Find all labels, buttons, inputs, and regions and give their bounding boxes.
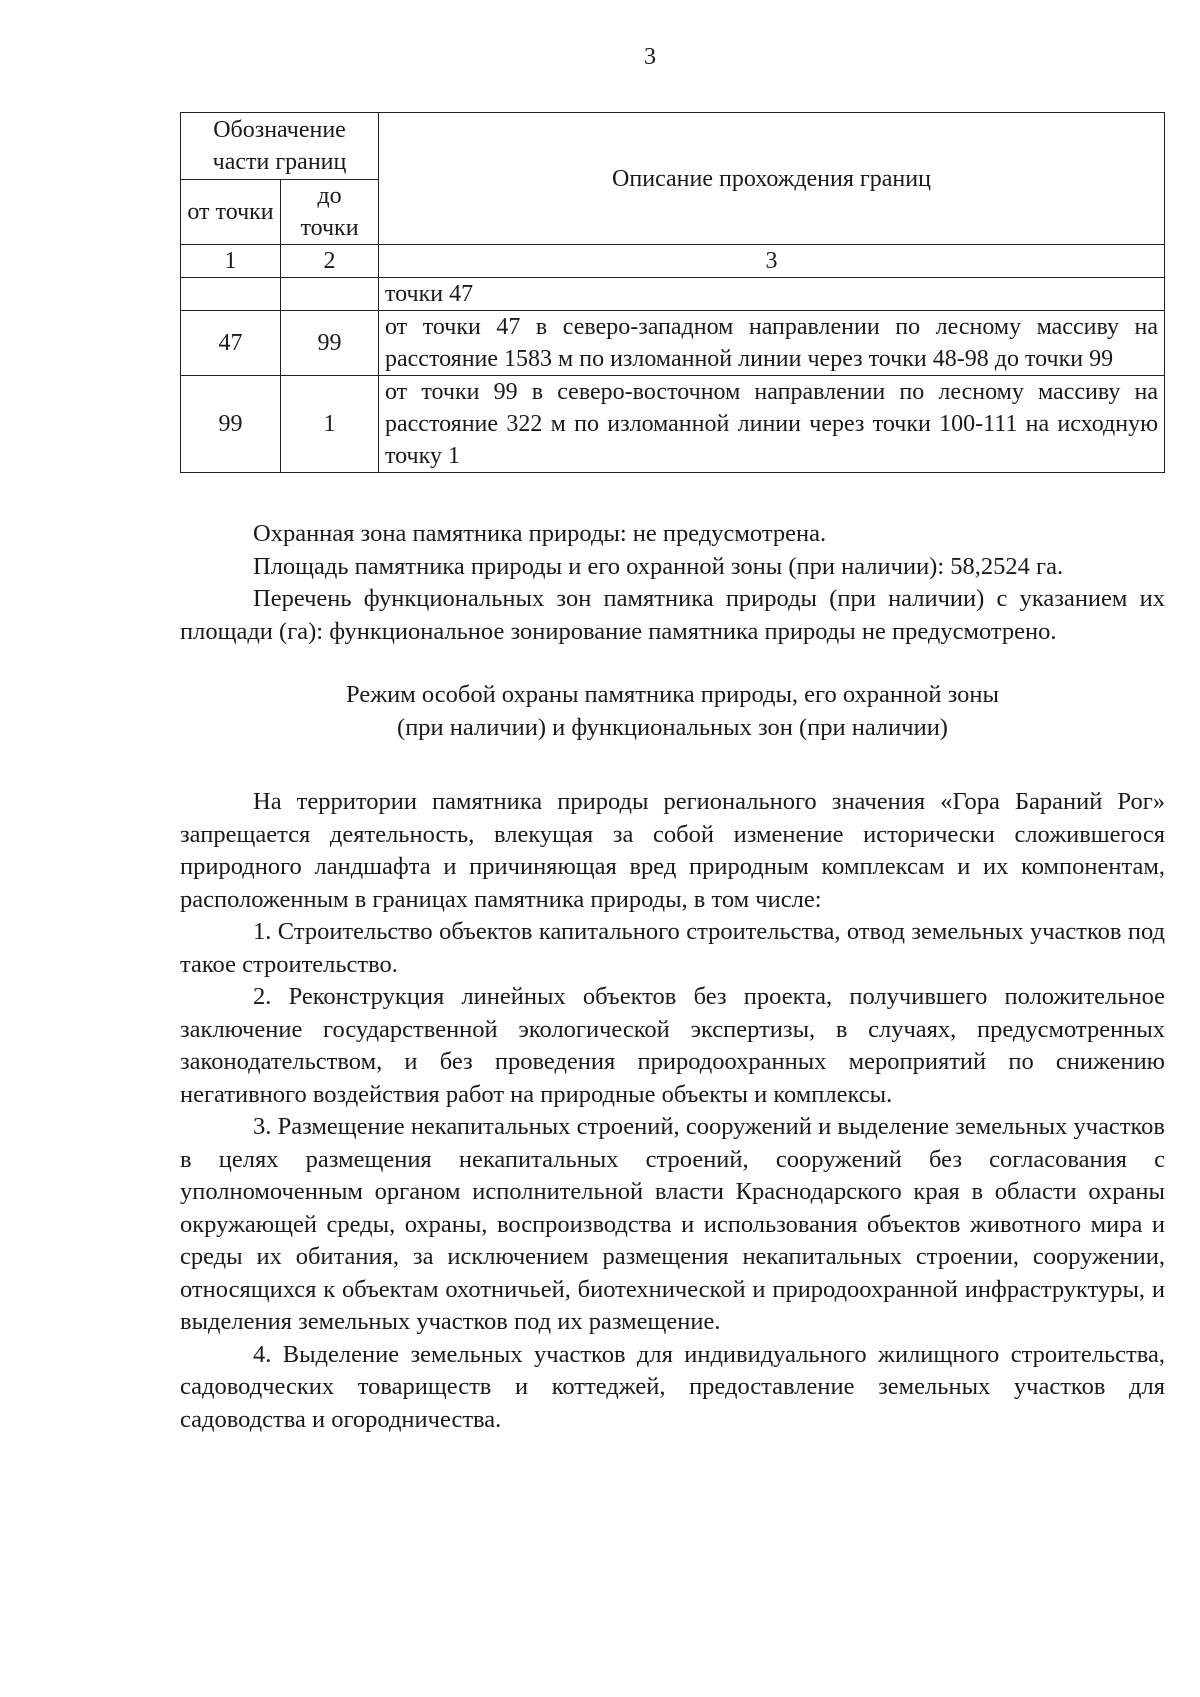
- list-item: 4. Выделение земельных участков для индивидуального жилищного строительства, садоводческих товариществ и коттеджей, предоставление земельных участков для садоводства и огородничества.: [180, 1340, 1165, 1433]
- column-number: 3: [379, 245, 1165, 278]
- from-point-cell: 99: [181, 376, 281, 473]
- paragraph-area: Площадь памятника природы и его охранной зоны (при наличии): 58,2524 га.: [253, 552, 1064, 580]
- header-boundary-part: Обозначение части границ: [181, 113, 379, 180]
- column-number: 2: [281, 245, 379, 278]
- table-row: [181, 311, 1165, 376]
- description-cell: точки 47: [379, 278, 1165, 311]
- paragraph-intro: На территории памятника природы регионального значения «Гора Бараний Рог» запрещается деятельность, влекущая за собой изменение исторически сложившегося природного ландшафта и причиняющая вред природным комплексам и их компонентам, расположенным в границах памятника природы, в том числе:: [180, 788, 1165, 913]
- table-row: [181, 278, 1165, 311]
- list-item: 1. Строительство объектов капитального строительства, отвод земельных участков под такое строительство.: [180, 918, 1165, 978]
- section-title: [180, 678, 1165, 744]
- paragraph-functional-zones: Перечень функциональных зон памятника природы (при наличии) с указанием их площади (га): функциональное зонирование памятника природы не предусмотрено.: [180, 585, 1165, 645]
- paragraph-security-zone: Охранная зона памятника природы: не предусмотрена.: [253, 520, 827, 547]
- header-to-point: до точки: [281, 180, 379, 245]
- list-item: 2. Реконструкция линейных объектов без проекта, получившего положительное заключение государственной экологической экспертизы, в случаях, предусмотренных законодательством, и без проведения природоохранных мероприятий по снижению негативного воздействия работ на природные объекты и комплексы.: [180, 983, 1165, 1108]
- from-point-cell: 47: [181, 311, 281, 376]
- description-cell: от точки 47 в северо-западном направлении по лесному массиву на расстояние 1583 м по изломанной линии через точки 48-98 до точки 99: [379, 311, 1165, 376]
- to-point-cell: 99: [281, 311, 379, 376]
- header-description: Описание прохождения границ: [379, 113, 1165, 245]
- table-header-row: [181, 113, 1165, 180]
- page-number: 3: [644, 44, 656, 70]
- section-title-line: (при наличии) и функциональных зон (при наличии): [397, 714, 948, 741]
- section-title-line: Режим особой охраны памятника природы, его охранной зоны: [346, 681, 999, 708]
- column-number-row: [181, 245, 1165, 278]
- document-body: [180, 518, 1165, 1436]
- to-point-cell: 1: [281, 376, 379, 473]
- from-point-cell: [181, 278, 281, 311]
- boundary-table: [180, 112, 1165, 473]
- table-row: [181, 376, 1165, 473]
- column-number: 1: [181, 245, 281, 278]
- description-cell: от точки 99 в северо-восточном направлении по лесному массиву на расстояние 322 м по изломанной линии через точки 100-111 на исходную точку 1: [379, 376, 1165, 473]
- header-from-point: от точки: [181, 180, 281, 245]
- to-point-cell: [281, 278, 379, 311]
- list-item: 3. Размещение некапитальных строений, сооружений и выделение земельных участков в целях размещения некапитальных строений, сооружений без согласования с уполномоченным органом исполнительной власти Краснодарского края в области охраны окружающей среды, охраны, воспроизводства и использования объектов животного мира и среды их обитания, за исключением размещения некапитальных строении, сооружении, относящихся к объектам охотничьей, биотехнической и природоохранной инфраструктуры, и выделения земельных участков под их размещение.: [180, 1113, 1165, 1335]
